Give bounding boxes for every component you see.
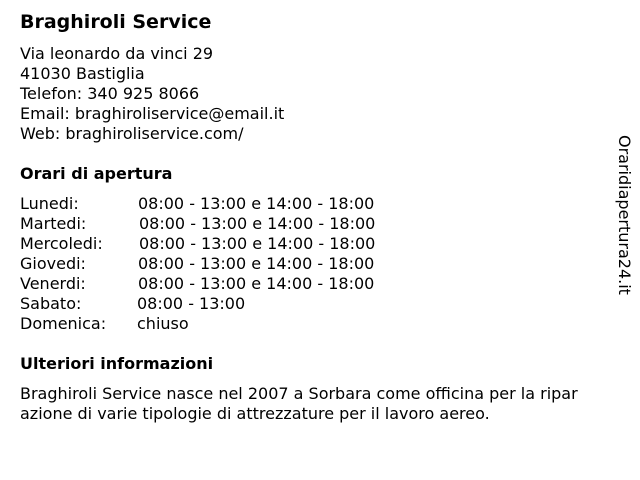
watermark bbox=[612, 135, 636, 310]
more-info-title: Ulteriori informazioni bbox=[20, 354, 214, 373]
hours-time: 08:00 - 13:00 e 14:00 - 18:00 bbox=[138, 194, 375, 213]
hours-time: 08:00 - 13:00 bbox=[137, 294, 246, 313]
hours-day: Martedi: bbox=[20, 214, 87, 233]
hours-day: Venerdi: bbox=[20, 274, 86, 293]
opening-hours-title: Orari di apertura bbox=[20, 164, 173, 183]
contact-block bbox=[20, 44, 284, 144]
hours-time: 08:00 - 13:00 e 14:00 - 18:00 bbox=[138, 254, 375, 273]
address-city: 41030 Bastiglia bbox=[20, 64, 145, 83]
hours-day: Domenica: bbox=[20, 314, 107, 333]
business-description: Braghiroli Service nasce nel 2007 a Sorbara come officina per la riparazione di varie tipologie di attrezzature per il lavoro aereo. bbox=[20, 384, 578, 423]
hours-time: chiuso bbox=[137, 314, 189, 333]
watermark-text: Oraridiapertura24.it bbox=[615, 135, 634, 295]
web-line: Web: braghiroliservice.com/ bbox=[20, 124, 244, 143]
hours-day: Mercoledi: bbox=[20, 234, 103, 253]
email-line: Email: braghiroliservice@email.it bbox=[20, 104, 285, 123]
hours-time: 08:00 - 13:00 e 14:00 - 18:00 bbox=[139, 214, 376, 233]
business-name: Braghiroli Service bbox=[20, 11, 212, 33]
phone-line: Telefon: 340 925 8066 bbox=[20, 84, 200, 103]
hours-day: Giovedi: bbox=[20, 254, 86, 273]
hours-day: Sabato: bbox=[20, 294, 82, 313]
hours-time: 08:00 - 13:00 e 14:00 - 18:00 bbox=[138, 274, 375, 293]
hours-day: Lunedi: bbox=[20, 194, 79, 213]
address-street: Via leonardo da vinci 29 bbox=[20, 44, 214, 63]
hours-time: 08:00 - 13:00 e 14:00 - 18:00 bbox=[139, 234, 376, 253]
